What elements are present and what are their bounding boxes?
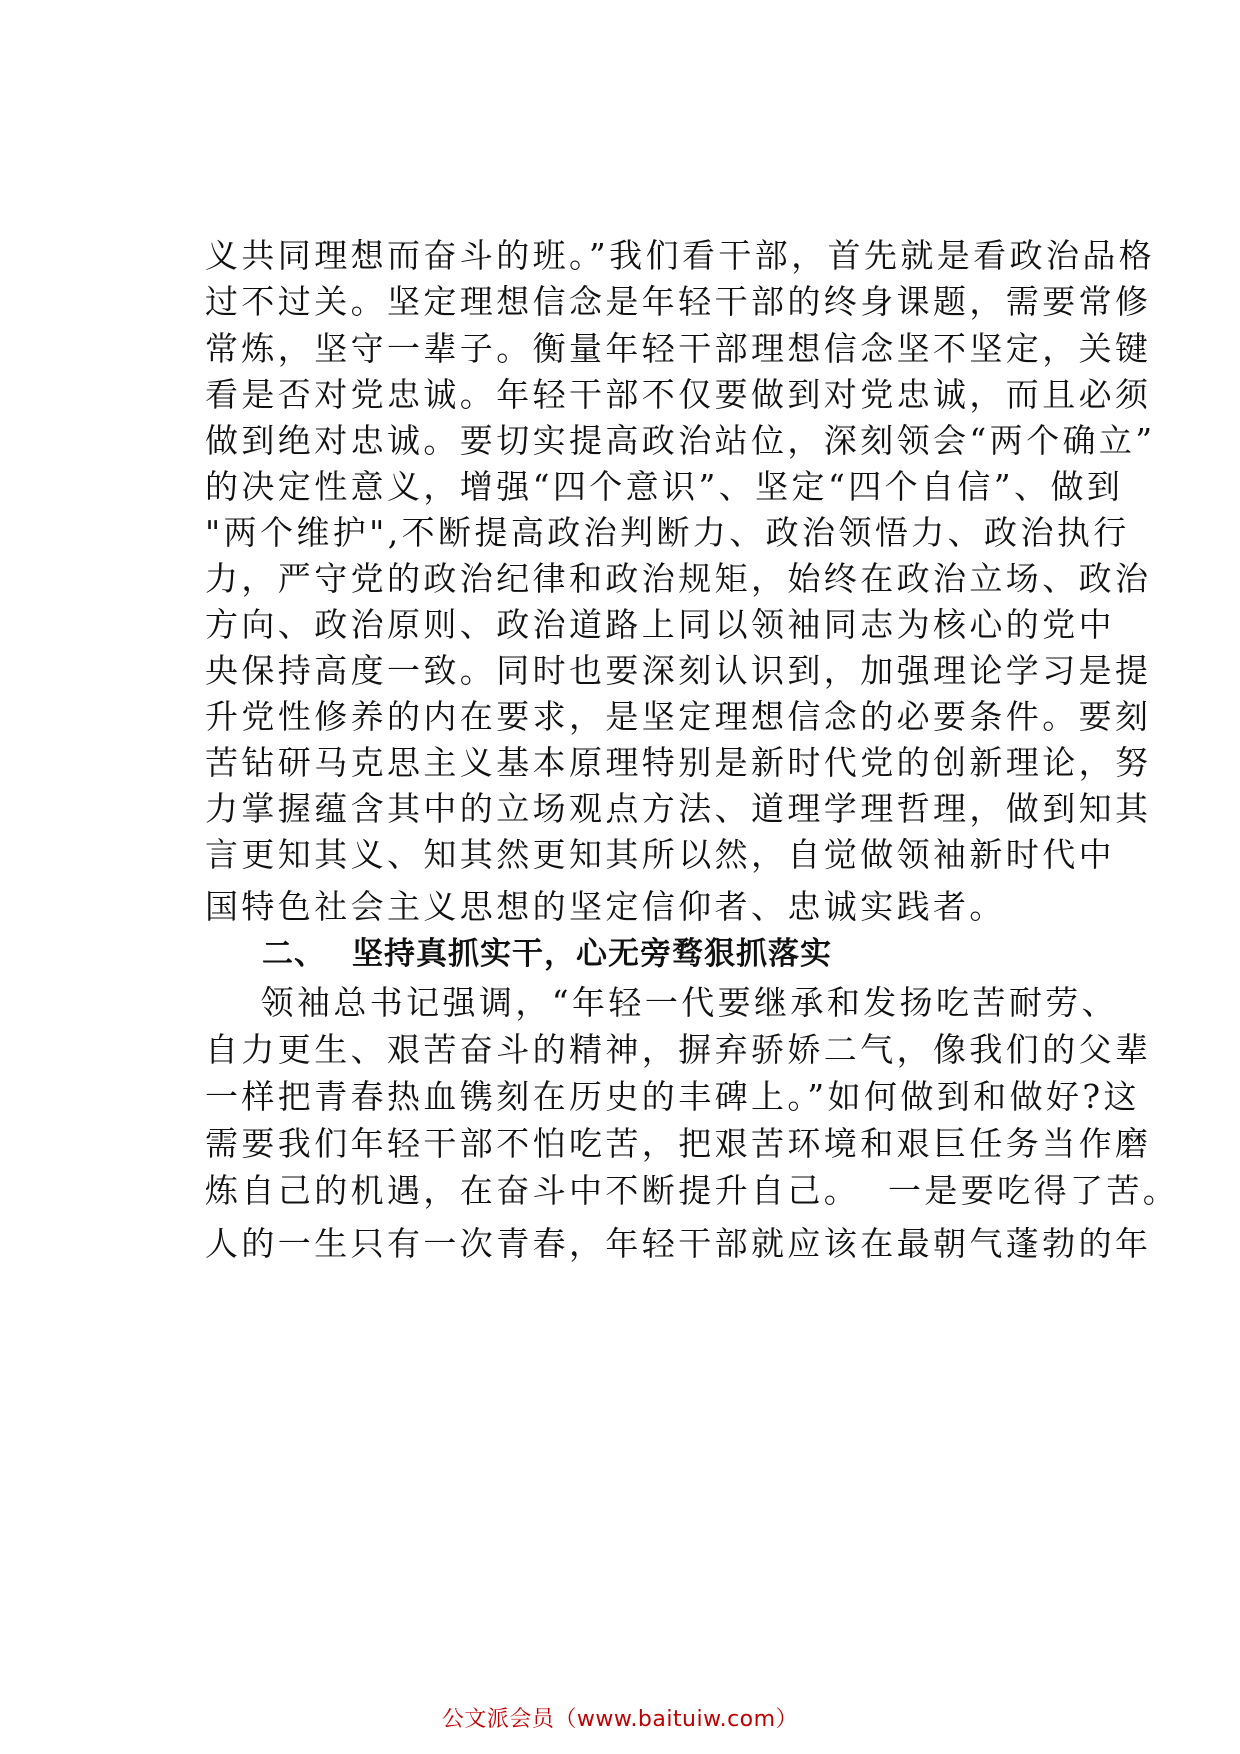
body-line: 苦钻研马克思主义基本原理特别是新时代党的创新理论，努 [205, 743, 1152, 782]
body-line: 言更知其义、知其然更知其所以然，自觉做领袖新时代中 [205, 835, 1115, 874]
body-line: 义共同理想而奋斗的班。”我们看干部，首先就是看政治品格 [205, 236, 1156, 275]
body-line: 人的一生只有一次青春，年轻干部就应该在最朝气蓬勃的年 [205, 1224, 1152, 1263]
body-line: 做到绝对忠诚。要切实提高政治站位，深刻领会“两个确立” [205, 421, 1156, 460]
footer-watermark: 公文派会员（www.baituiw.com） [441, 1707, 799, 1732]
body-line: "两个维护",不断提高政治判断力、政治领悟力、政治执行 [205, 513, 1130, 552]
section-heading-number: 二、 [262, 936, 326, 972]
body-line: 国特色社会主义思想的坚定信仰者、忠诚实践者。 [205, 887, 1006, 926]
body-line: 炼自己的机遇，在奋斗中不断提升自己。 一是要吃得了苦。 [205, 1171, 1180, 1210]
section-heading [262, 934, 1062, 974]
body-line: 的决定性意义，增强“四个意识”、坚定“四个自信”、做到 [205, 467, 1124, 506]
body-line: 自力更生、艰苦奋斗的精神，摒弃骄娇二气，像我们的父辈 [205, 1030, 1152, 1069]
body-line: 领袖总书记强调，“年轻一代要继承和发扬吃苦耐劳、 [205, 983, 1119, 1022]
body-line: 需要我们年轻干部不怕吃苦，把艰苦环境和艰巨任务当作磨 [205, 1124, 1152, 1163]
body-line: 看是否对党忠诚。年轻干部不仅要做到对党忠诚，而且必须 [205, 375, 1152, 414]
body-line: 过不过关。坚定理想信念是年轻干部的终身课题，需要常修 [205, 282, 1152, 321]
body-line: 常炼，坚守一辈子。衡量年轻干部理想信念坚不坚定，关键 [205, 329, 1152, 368]
body-line: 升党性修养的内在要求，是坚定理想信念的必要条件。要刻 [205, 697, 1152, 736]
body-line: 力，严守党的政治纪律和政治规矩，始终在政治立场、政治 [205, 559, 1152, 598]
body-line: 一样把青春热血镌刻在历史的丰碑上。”如何做到和做好?这 [205, 1077, 1140, 1116]
section-heading-text: 坚持真抓实干，心无旁骛狠抓落实 [352, 936, 832, 972]
body-line: 央保持高度一致。同时也要深刻认识到，加强理论学习是提 [205, 651, 1152, 690]
body-line: 方向、政治原则、政治道路上同以领袖同志为核心的党中 [205, 605, 1115, 644]
body-line: 力掌握蕴含其中的立场观点方法、道理学理哲理，做到知其 [205, 789, 1152, 828]
